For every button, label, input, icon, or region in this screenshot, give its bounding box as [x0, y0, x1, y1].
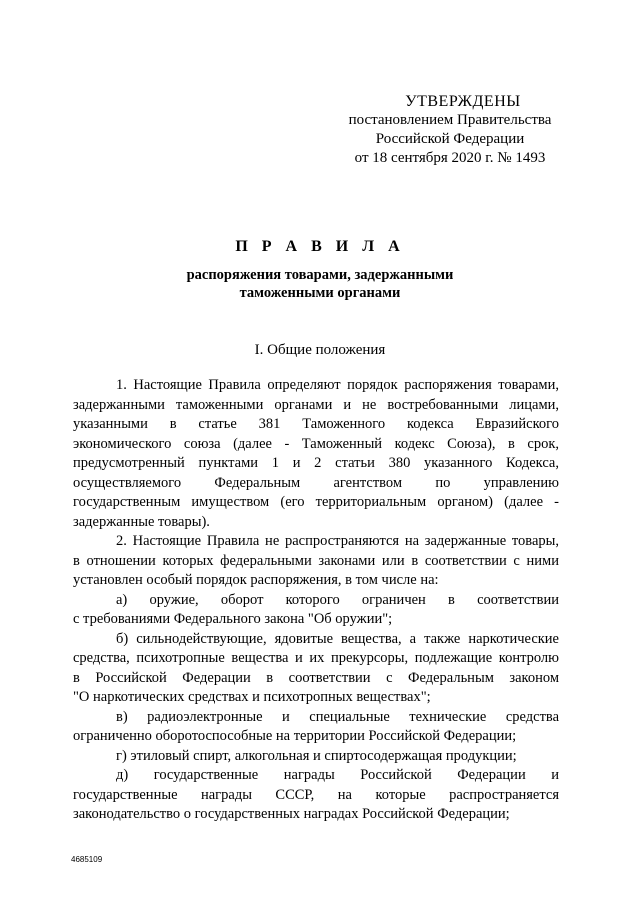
text-line: государственные награды СССР, на которые распространяется	[73, 786, 559, 803]
body-text	[73, 376, 559, 825]
approval-line-2: Российской Федерации	[375, 131, 525, 147]
text-line: экономического союза (далее - Таможенный кодекс Союза), в срок,	[73, 435, 559, 452]
document-title: П Р А В И Л А	[235, 238, 405, 255]
text-line: с требованиями Федерального закона "Об оружии";	[73, 611, 393, 627]
text-line: осуществляемого Федеральным агентством по управлению	[73, 474, 559, 491]
text-line: законодательство о государственных наградах Российской Федерации;	[73, 806, 510, 822]
document-number: 4685109	[71, 855, 103, 864]
approval-line-1: постановлением Правительства	[348, 112, 552, 128]
text-line: в) радиоэлектронные и специальные технические средства	[116, 708, 559, 725]
approval-title: УТВЕРЖДЕНЫ	[405, 93, 521, 110]
subtitle-line-1: распоряжения товарами, задержанными	[186, 267, 454, 283]
text-line: установлен особый порядок распоряжения, в том числе на:	[73, 572, 439, 588]
text-line: б) сильнодействующие, ядовитые вещества, а также наркотические	[116, 630, 559, 647]
approval-block	[330, 92, 570, 168]
section-heading: I. Общие положения	[254, 342, 386, 358]
text-line: "О наркотических средствах и психотропных веществах";	[73, 689, 431, 705]
text-line: задержанными таможенными органами и не востребованными лицами,	[73, 396, 559, 413]
text-line: а) оружие, оборот которого ограничен в соответствии	[116, 591, 559, 608]
text-line: предусмотренный пунктами 1 и 2 статьи 380 указанного Кодекса,	[73, 455, 559, 471]
text-line: средства, психотропные вещества и их прекурсоры, подлежащие контролю	[73, 650, 559, 666]
text-line: д) государственные награды Российской Федерации и	[116, 767, 559, 783]
text-line: в отношении которых федеральными законами или в соответствии с ними	[73, 552, 559, 569]
approval-line-3: от 18 сентября 2020 г. № 1493	[354, 150, 546, 166]
text-line: ограниченно оборотоспособные на территории Российской Федерации;	[73, 728, 517, 744]
document-subtitle	[0, 266, 640, 302]
text-line: задержанные товары).	[73, 513, 210, 530]
text-line: 2. Настоящие Правила не распространяются на задержанные товары,	[116, 533, 559, 549]
text-line: г) этиловый спирт, алкогольная и спиртосодержащая продукции;	[116, 747, 517, 764]
text-line: в Российской Федерации в соответствии с Федеральным законом	[73, 669, 559, 686]
text-line: 1. Настоящие Правила определяют порядок распоряжения товарами,	[116, 377, 559, 393]
subtitle-line-2: таможенными органами	[239, 285, 401, 301]
text-line: указанными в статье 381 Таможенного кодекса Евразийского	[73, 416, 559, 432]
text-line: государственным имуществом (его территориальным органом) (далее -	[73, 494, 559, 510]
